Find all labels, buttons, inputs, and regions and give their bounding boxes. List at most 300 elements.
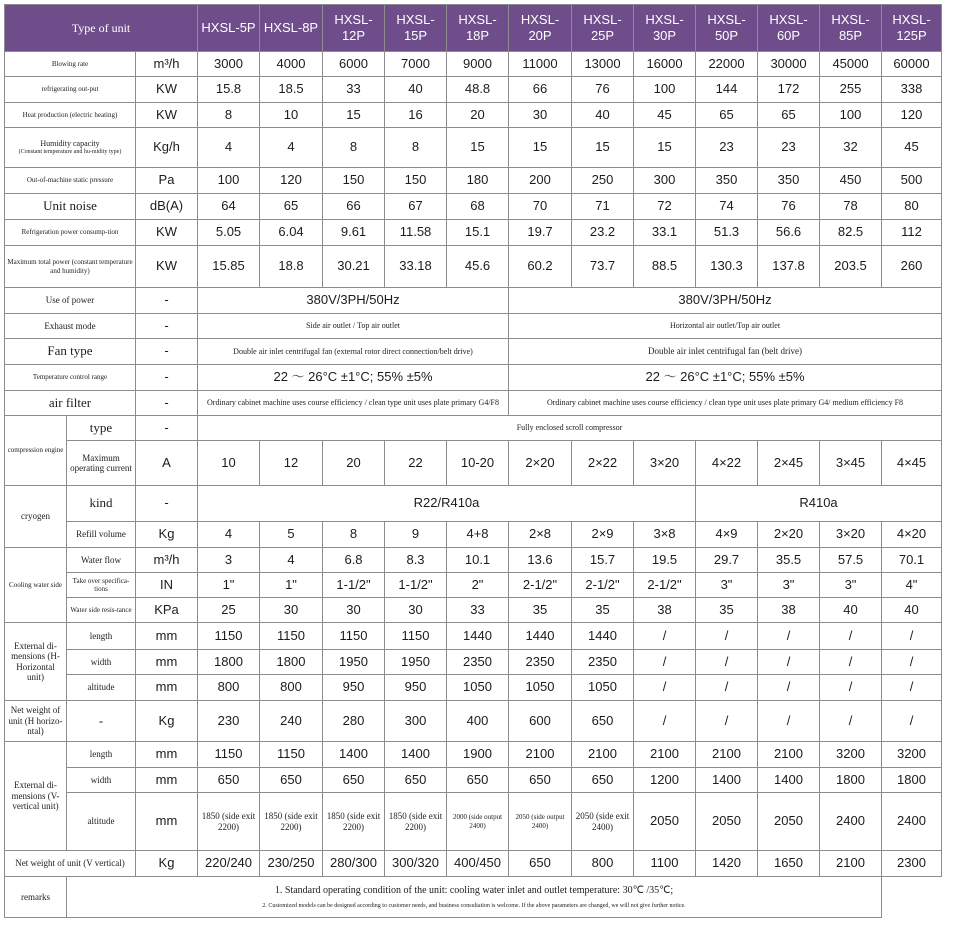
span-value-left: Side air outlet / Top air outlet xyxy=(198,314,509,339)
value-cell: 13000 xyxy=(572,52,634,77)
sub-label: width xyxy=(67,650,136,675)
value-cell: 38 xyxy=(758,598,820,623)
value-cell: 3×8 xyxy=(634,522,696,548)
spec-row-max-power xyxy=(5,246,942,288)
value-cell: 15.7 xyxy=(572,548,634,573)
value-cell: 9000 xyxy=(447,52,509,77)
value-cell: 33 xyxy=(323,77,385,103)
value-cell: / xyxy=(882,701,942,742)
value-cell: 1100 xyxy=(634,851,696,877)
value-cell: 280/300 xyxy=(323,851,385,877)
spec-row-h-length xyxy=(5,623,942,650)
value-cell: 1900 xyxy=(447,742,509,768)
type-of-unit-header: Type of unit xyxy=(5,5,198,52)
value-cell: 1440 xyxy=(509,623,572,650)
value-cell: 10-20 xyxy=(447,441,509,486)
group-label: External di-mensions (V-vertical unit) xyxy=(5,742,67,851)
model-header: HXSL-20P xyxy=(509,5,572,52)
value-cell: 2350 xyxy=(509,650,572,675)
value-cell: 64 xyxy=(198,194,260,220)
value-cell: 40 xyxy=(820,598,882,623)
unit-cell: - xyxy=(136,416,198,441)
spec-row-heating xyxy=(5,103,942,128)
sub-label: length xyxy=(67,742,136,768)
spec-row-weight-v xyxy=(5,851,942,877)
value-cell: 600 xyxy=(509,701,572,742)
model-header: HXSL-15P xyxy=(385,5,447,52)
value-cell: 8 xyxy=(198,103,260,128)
value-cell: 65 xyxy=(696,103,758,128)
unit-cell: Kg xyxy=(136,851,198,877)
row-label: Fan type xyxy=(5,339,136,365)
value-cell: 250 xyxy=(572,168,634,194)
value-cell: 3 xyxy=(198,548,260,573)
value-cell: 144 xyxy=(696,77,758,103)
value-cell: 1150 xyxy=(198,742,260,768)
value-cell: 280 xyxy=(323,701,385,742)
value-cell: 15 xyxy=(509,128,572,168)
span-value-right: Horizontal air outlet/Top air outlet xyxy=(509,314,942,339)
value-cell: 650 xyxy=(572,768,634,793)
value-cell: 60000 xyxy=(882,52,942,77)
value-cell: 4×20 xyxy=(882,522,942,548)
value-cell: 2" xyxy=(447,573,509,598)
value-cell: 2050 xyxy=(758,793,820,851)
value-cell: 73.7 xyxy=(572,246,634,288)
spec-row-v-width xyxy=(5,768,942,793)
value-cell: 33 xyxy=(447,598,509,623)
value-cell: 2100 xyxy=(758,742,820,768)
value-cell: 3×45 xyxy=(820,441,882,486)
value-cell: 1050 xyxy=(572,675,634,701)
value-cell: 350 xyxy=(696,168,758,194)
value-cell: 67 xyxy=(385,194,447,220)
row-label-note: (Constant temperature and hu-midity type) xyxy=(18,148,122,155)
value-cell: / xyxy=(696,701,758,742)
value-cell: 15 xyxy=(572,128,634,168)
value-cell: 4 xyxy=(260,548,323,573)
value-cell: 1150 xyxy=(260,623,323,650)
value-cell: 338 xyxy=(882,77,942,103)
value-cell: 1850 (side exit 2200) xyxy=(385,793,447,851)
value-cell: 400 xyxy=(447,701,509,742)
value-cell: 22000 xyxy=(696,52,758,77)
sub-label: Water side resis-tance xyxy=(67,598,136,623)
value-cell: 48.8 xyxy=(447,77,509,103)
value-cell: 30000 xyxy=(758,52,820,77)
unit-cell: KW xyxy=(136,103,198,128)
spec-row-water-spec xyxy=(5,573,942,598)
value-cell: 2400 xyxy=(882,793,942,851)
value-cell: 71 xyxy=(572,194,634,220)
value-cell: / xyxy=(634,623,696,650)
value-cell: 9 xyxy=(385,522,447,548)
unit-cell: m³/h xyxy=(136,52,198,77)
row-label: Unit noise xyxy=(5,194,136,220)
value-cell: 4" xyxy=(882,573,942,598)
value-cell: 74 xyxy=(696,194,758,220)
value-cell: 11000 xyxy=(509,52,572,77)
model-header: HXSL-8P xyxy=(260,5,323,52)
value-cell: 20 xyxy=(323,441,385,486)
unit-cell: Kg xyxy=(136,522,198,548)
value-cell: 1950 xyxy=(385,650,447,675)
value-cell: 1400 xyxy=(323,742,385,768)
value-cell: 40 xyxy=(385,77,447,103)
value-cell: 200 xyxy=(509,168,572,194)
value-cell: 400/450 xyxy=(447,851,509,877)
spec-row-temp-control xyxy=(5,365,942,391)
unit-cell: A xyxy=(136,441,198,486)
value-cell: 2100 xyxy=(572,742,634,768)
value-cell: 203.5 xyxy=(820,246,882,288)
row-label: Net weight of unit (V vertical) xyxy=(5,851,136,877)
unit-cell: Kg/h xyxy=(136,128,198,168)
value-cell: 1-1/2" xyxy=(323,573,385,598)
value-cell: 23 xyxy=(758,128,820,168)
row-label: Temperature control range xyxy=(5,365,136,391)
value-cell: 1400 xyxy=(758,768,820,793)
value-cell: 1800 xyxy=(882,768,942,793)
value-cell: 4 xyxy=(198,128,260,168)
span-value-left: 22 ～ 26°C ±1°C; 55% ±5% xyxy=(198,365,509,391)
value-cell: 2×9 xyxy=(572,522,634,548)
value-cell: 15.1 xyxy=(447,220,509,246)
value-cell: 650 xyxy=(447,768,509,793)
value-cell: 2-1/2" xyxy=(572,573,634,598)
value-cell: 2300 xyxy=(882,851,942,877)
value-cell: 650 xyxy=(260,768,323,793)
value-cell: 1800 xyxy=(198,650,260,675)
group-label: compression engine xyxy=(5,416,67,486)
model-header: HXSL-30P xyxy=(634,5,696,52)
value-cell: 22 xyxy=(385,441,447,486)
value-cell: / xyxy=(820,675,882,701)
remark-line-1: 1. Standard operating condition of the unit: cooling water inlet and outlet temperature: 30℃ /35℃; xyxy=(274,885,674,897)
value-cell: 3000 xyxy=(198,52,260,77)
value-cell: 300/320 xyxy=(385,851,447,877)
value-cell: 800 xyxy=(572,851,634,877)
value-cell: 3200 xyxy=(882,742,942,768)
value-cell: 5.05 xyxy=(198,220,260,246)
value-cell: / xyxy=(882,623,942,650)
value-cell: 800 xyxy=(260,675,323,701)
spec-row-cooling xyxy=(5,77,942,103)
value-cell: 4×22 xyxy=(696,441,758,486)
value-cell: 100 xyxy=(198,168,260,194)
sub-label: altitude xyxy=(67,793,136,851)
value-cell: 650 xyxy=(572,701,634,742)
spec-row-static-pressure xyxy=(5,168,942,194)
value-cell: 4 xyxy=(260,128,323,168)
sub-label: kind xyxy=(67,486,136,522)
value-cell: 72 xyxy=(634,194,696,220)
span-value-right: 22 ～ 26°C ±1°C; 55% ±5% xyxy=(509,365,942,391)
value-cell: 18.8 xyxy=(260,246,323,288)
value-cell: 18.5 xyxy=(260,77,323,103)
value-cell: 40 xyxy=(882,598,942,623)
value-cell: 82.5 xyxy=(820,220,882,246)
sub-label: altitude xyxy=(67,675,136,701)
model-header: HXSL-25P xyxy=(572,5,634,52)
value-cell: 68 xyxy=(447,194,509,220)
unit-cell: KW xyxy=(136,220,198,246)
unit-cell: - xyxy=(136,391,198,416)
value-cell: 255 xyxy=(820,77,882,103)
value-cell: 20 xyxy=(447,103,509,128)
value-cell: 450 xyxy=(820,168,882,194)
value-cell: 8.3 xyxy=(385,548,447,573)
value-cell: 1" xyxy=(198,573,260,598)
value-cell: 70 xyxy=(509,194,572,220)
value-cell: / xyxy=(820,701,882,742)
value-cell: 8 xyxy=(323,128,385,168)
value-cell: 8 xyxy=(385,128,447,168)
unit-cell: - xyxy=(136,288,198,314)
unit-cell: - xyxy=(136,314,198,339)
unit-cell: mm xyxy=(136,650,198,675)
value-cell: 1050 xyxy=(447,675,509,701)
value-cell: 150 xyxy=(323,168,385,194)
value-cell: 66 xyxy=(509,77,572,103)
spec-row-compressor-type xyxy=(5,416,942,441)
value-cell: 60.2 xyxy=(509,246,572,288)
spec-row-airflow xyxy=(5,52,942,77)
span-value: Fully enclosed scroll compressor xyxy=(198,416,942,441)
row-label: Use of power xyxy=(5,288,136,314)
spec-row-humidity xyxy=(5,128,942,168)
unit-cell: m³/h xyxy=(136,548,198,573)
spec-row-fan xyxy=(5,339,942,365)
value-cell: 100 xyxy=(634,77,696,103)
value-cell: 4+8 xyxy=(447,522,509,548)
value-cell: / xyxy=(882,650,942,675)
value-cell: 3" xyxy=(696,573,758,598)
row-label: Maximum total power (constant temperature and humidity) xyxy=(5,246,136,288)
span-value-left: R22/R410a xyxy=(198,486,696,522)
group-label: cryogen xyxy=(5,486,67,548)
span-value-left: Ordinary cabinet machine uses course efficiency / clean type unit uses plate primary G4/F8 xyxy=(198,391,509,416)
value-cell: 45 xyxy=(634,103,696,128)
unit-cell: KW xyxy=(136,77,198,103)
spec-table xyxy=(4,4,942,918)
value-cell: 112 xyxy=(882,220,942,246)
value-cell: 2350 xyxy=(572,650,634,675)
value-cell: 8 xyxy=(323,522,385,548)
sub-label: - xyxy=(67,701,136,742)
value-cell: 2350 xyxy=(447,650,509,675)
spec-row-air-filter xyxy=(5,391,942,416)
value-cell: 2050 xyxy=(696,793,758,851)
value-cell: 120 xyxy=(260,168,323,194)
spec-row-cryogen-refill xyxy=(5,522,942,548)
row-label: Refrigeration power consump-tion xyxy=(5,220,136,246)
value-cell: / xyxy=(820,623,882,650)
value-cell: 2100 xyxy=(820,851,882,877)
value-cell: 1850 (side exit 2200) xyxy=(260,793,323,851)
spec-row-v-altitude xyxy=(5,793,942,851)
model-header: HXSL-50P xyxy=(696,5,758,52)
group-label: External di-mensions (H-Horizontal unit) xyxy=(5,623,67,701)
value-cell: 33.1 xyxy=(634,220,696,246)
spec-row-power-use xyxy=(5,288,942,314)
span-value-right: R410a xyxy=(696,486,942,522)
value-cell: 1420 xyxy=(696,851,758,877)
value-cell: 100 xyxy=(820,103,882,128)
value-cell: / xyxy=(758,623,820,650)
unit-cell: mm xyxy=(136,675,198,701)
value-cell: 2100 xyxy=(634,742,696,768)
header-row xyxy=(5,5,942,52)
span-value-right: Ordinary cabinet machine uses course efficiency / clean type unit uses plate primary G4/ medium efficiency F8 xyxy=(509,391,942,416)
span-value-left: 380V/3PH/50Hz xyxy=(198,288,509,314)
unit-cell: mm xyxy=(136,742,198,768)
value-cell: 70.1 xyxy=(882,548,942,573)
value-cell: 13.6 xyxy=(509,548,572,573)
value-cell: 4×9 xyxy=(696,522,758,548)
value-cell: 1440 xyxy=(447,623,509,650)
value-cell: 2-1/2" xyxy=(634,573,696,598)
model-header: HXSL-5P xyxy=(198,5,260,52)
value-cell: 45 xyxy=(882,128,942,168)
value-cell: 7000 xyxy=(385,52,447,77)
value-cell: 260 xyxy=(882,246,942,288)
value-cell: 45.6 xyxy=(447,246,509,288)
value-cell: 1950 xyxy=(323,650,385,675)
value-cell: / xyxy=(696,675,758,701)
value-cell: 2-1/2" xyxy=(509,573,572,598)
value-cell: 1850 (side exit 2200) xyxy=(323,793,385,851)
value-cell: 3×20 xyxy=(634,441,696,486)
value-cell: 1650 xyxy=(758,851,820,877)
value-cell: 80 xyxy=(882,194,942,220)
value-cell: 2100 xyxy=(509,742,572,768)
value-cell: 230 xyxy=(198,701,260,742)
value-cell: 15 xyxy=(447,128,509,168)
value-cell: 35 xyxy=(509,598,572,623)
value-cell: 57.5 xyxy=(820,548,882,573)
value-cell: 300 xyxy=(385,701,447,742)
spec-row-v-length xyxy=(5,742,942,768)
group-label: Cooling water side xyxy=(5,548,67,623)
row-label: Out-of-machine static pressure xyxy=(5,168,136,194)
value-cell: 1-1/2" xyxy=(385,573,447,598)
value-cell: 120 xyxy=(882,103,942,128)
unit-cell: mm xyxy=(136,793,198,851)
spec-row-remarks xyxy=(5,877,942,918)
value-cell: 35.5 xyxy=(758,548,820,573)
value-cell: 88.5 xyxy=(634,246,696,288)
value-cell: 2×22 xyxy=(572,441,634,486)
sub-label: type xyxy=(67,416,136,441)
value-cell: / xyxy=(634,675,696,701)
value-cell: 66 xyxy=(323,194,385,220)
value-cell: 10.1 xyxy=(447,548,509,573)
value-cell: 3200 xyxy=(820,742,882,768)
unit-cell: KPa xyxy=(136,598,198,623)
value-cell: 1150 xyxy=(385,623,447,650)
value-cell: 800 xyxy=(198,675,260,701)
value-cell: 172 xyxy=(758,77,820,103)
value-cell: 2×20 xyxy=(758,522,820,548)
remarks-label: remarks xyxy=(5,877,67,918)
unit-cell: Pa xyxy=(136,168,198,194)
value-cell: 2400 xyxy=(820,793,882,851)
value-cell: 78 xyxy=(820,194,882,220)
value-cell: 2050 (side output 2400) xyxy=(509,793,572,851)
value-cell: 15.85 xyxy=(198,246,260,288)
spec-row-h-width xyxy=(5,650,942,675)
value-cell: / xyxy=(696,650,758,675)
unit-cell: KW xyxy=(136,246,198,288)
value-cell: 650 xyxy=(323,768,385,793)
value-cell: 4×45 xyxy=(882,441,942,486)
value-cell: 10 xyxy=(198,441,260,486)
unit-cell: - xyxy=(136,365,198,391)
row-label: Net weight of unit (H horizo-ntal) xyxy=(5,701,67,742)
span-value-right: Double air inlet centrifugal fan (belt drive) xyxy=(509,339,942,365)
value-cell: 2×8 xyxy=(509,522,572,548)
value-cell: 1800 xyxy=(820,768,882,793)
value-cell: 950 xyxy=(385,675,447,701)
model-header: HXSL-12P xyxy=(323,5,385,52)
sub-label: width xyxy=(67,768,136,793)
unit-cell: IN xyxy=(136,573,198,598)
value-cell: 1200 xyxy=(634,768,696,793)
model-header: HXSL-18P xyxy=(447,5,509,52)
spec-row-water-resistance xyxy=(5,598,942,623)
remarks-cell xyxy=(67,877,882,918)
value-cell: 10 xyxy=(260,103,323,128)
value-cell: 6.8 xyxy=(323,548,385,573)
value-cell: 40 xyxy=(572,103,634,128)
value-cell: 240 xyxy=(260,701,323,742)
spec-row-refrig-power xyxy=(5,220,942,246)
value-cell: 12 xyxy=(260,441,323,486)
value-cell: 6000 xyxy=(323,52,385,77)
sub-label: Refill volume xyxy=(67,522,136,548)
row-label: Heat production (electric heating) xyxy=(5,103,136,128)
value-cell: 15.8 xyxy=(198,77,260,103)
value-cell: 230/250 xyxy=(260,851,323,877)
spec-row-weight-h xyxy=(5,701,942,742)
value-cell: 130.3 xyxy=(696,246,758,288)
value-cell: 65 xyxy=(260,194,323,220)
value-cell: 2000 (side output 2400) xyxy=(447,793,509,851)
model-header: HXSL-60P xyxy=(758,5,820,52)
unit-cell: - xyxy=(136,486,198,522)
value-cell: 9.61 xyxy=(323,220,385,246)
row-label: Blowing rate xyxy=(5,52,136,77)
value-cell: / xyxy=(696,623,758,650)
value-cell: / xyxy=(758,650,820,675)
value-cell: 32 xyxy=(820,128,882,168)
spec-row-exhaust xyxy=(5,314,942,339)
row-label: air filter xyxy=(5,391,136,416)
value-cell: / xyxy=(882,675,942,701)
value-cell: 33.18 xyxy=(385,246,447,288)
value-cell: 137.8 xyxy=(758,246,820,288)
row-label: refrigerating out-put xyxy=(5,77,136,103)
unit-cell: - xyxy=(136,339,198,365)
value-cell: / xyxy=(758,701,820,742)
value-cell: 1440 xyxy=(572,623,634,650)
value-cell: 650 xyxy=(385,768,447,793)
value-cell: 1050 xyxy=(509,675,572,701)
value-cell: 1" xyxy=(260,573,323,598)
value-cell: 950 xyxy=(323,675,385,701)
value-cell: / xyxy=(634,701,696,742)
